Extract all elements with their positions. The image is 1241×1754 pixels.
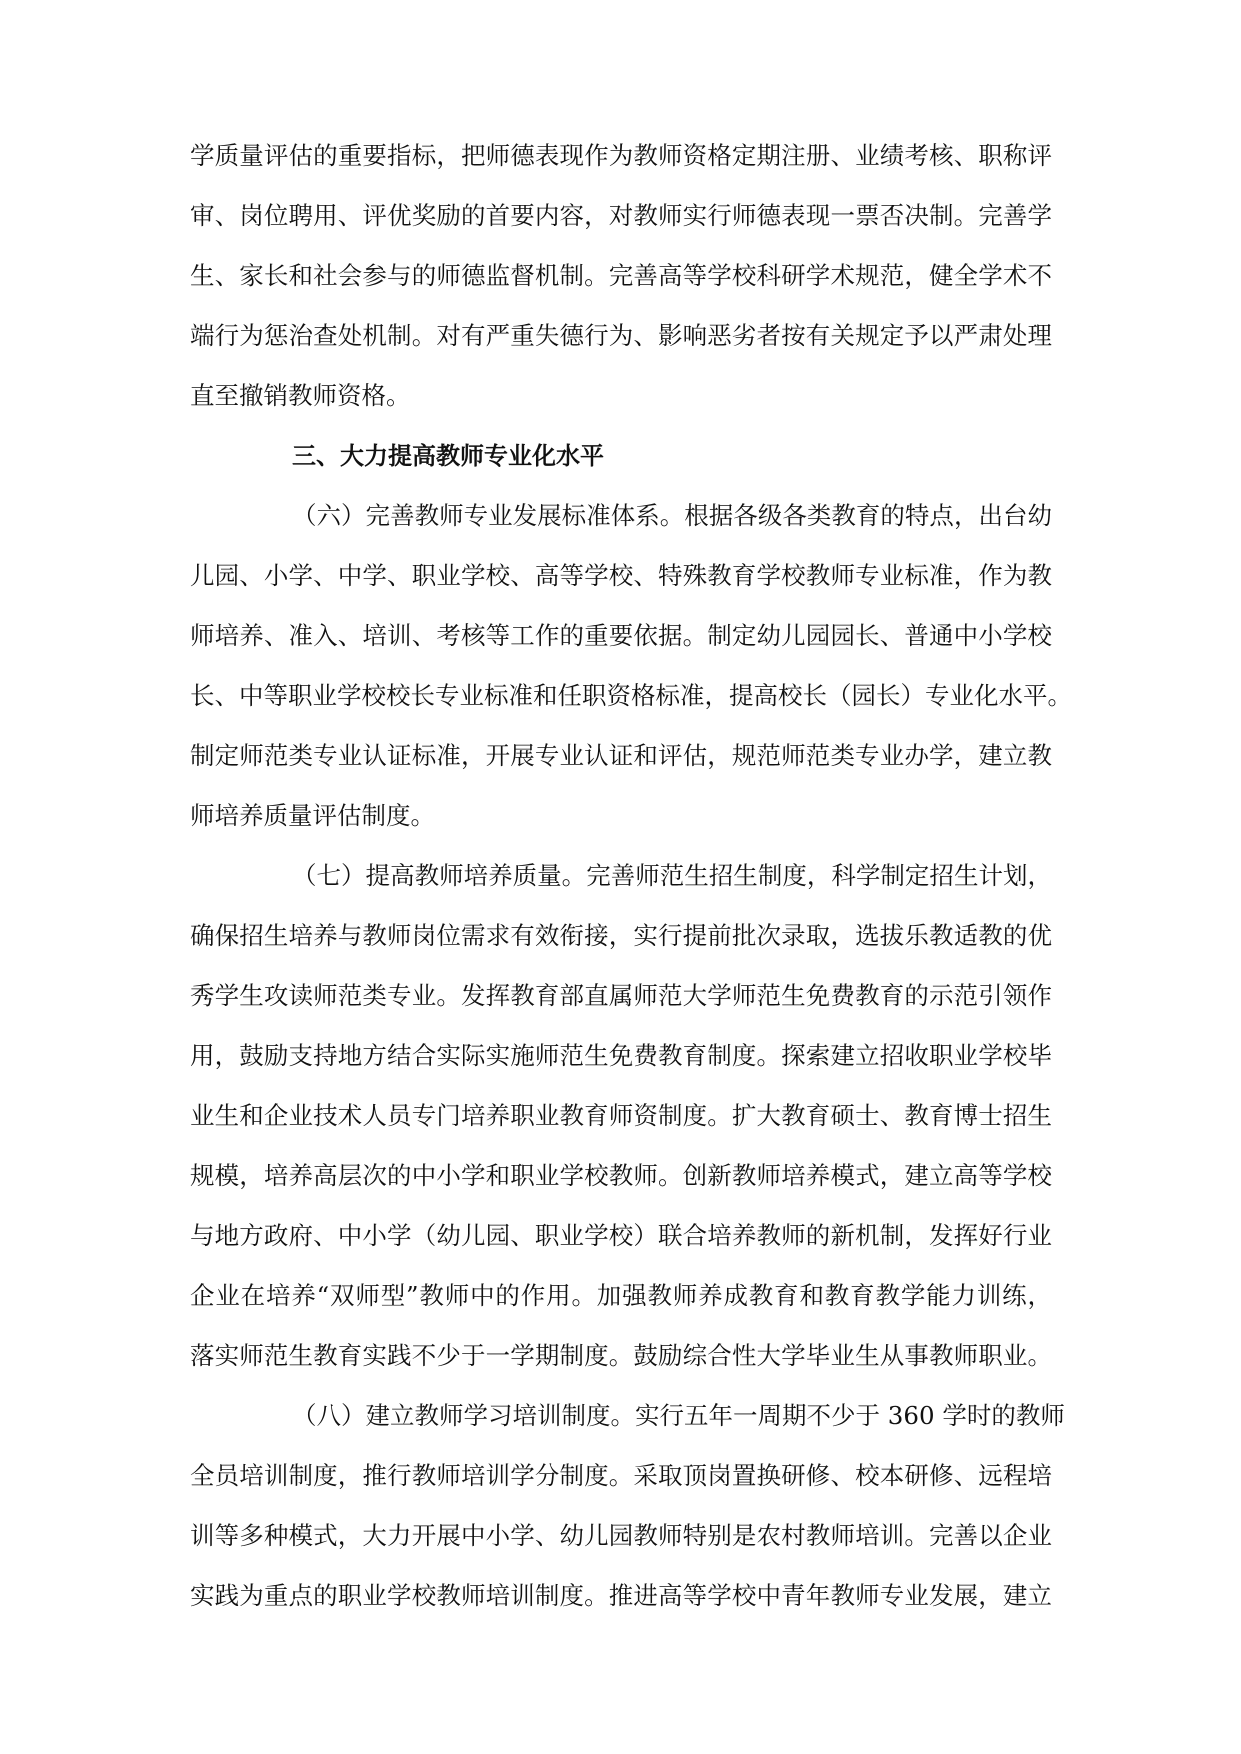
paragraph-line: 儿园、小学、中学、职业学校、高等学校、特殊教育学校教师专业标准，作为教 [190,561,1052,590]
paragraph-line: 秀学生攻读师范类专业。发挥教育部直属师范大学师范生免费教育的示范引领作 [190,981,1052,1010]
paragraph-line: 制定师范类专业认证标准，开展专业认证和评估，规范师范类专业办学，建立教 [190,741,1052,770]
paragraph-line: 确保招生培养与教师岗位需求有效衔接，实行提前批次录取，选拔乐教适教的优 [190,921,1052,950]
paragraph-line: 全员培训制度，推行教师培训学分制度。采取顶岗置换研修、校本研修、远程培 [190,1461,1052,1490]
paragraph-line: 企业在培养“双师型”教师中的作用。加强教师养成教育和教育教学能力训练， [190,1281,1052,1310]
paragraph-line: 生、家长和社会参与的师德监督机制。完善高等学校科研学术规范，健全学术不 [190,261,1052,290]
paragraph-line: （六）完善教师专业发展标准体系。根据各级各类教育的特点，出台幼 [292,501,1052,530]
paragraph-line: 长、中等职业学校校长专业标准和任职资格标准，提高校长（园长）专业化水平。 [190,681,1072,710]
paragraph-line: 规模，培养高层次的中小学和职业学校教师。创新教师培养模式，建立高等学校 [190,1161,1052,1190]
paragraph-line: 学质量评估的重要指标，把师德表现作为教师资格定期注册、业绩考核、职称评 [190,141,1052,170]
paragraph-line: 实践为重点的职业学校教师培训制度。推进高等学校中青年教师专业发展，建立 [190,1581,1052,1610]
paragraph-line: （七）提高教师培养质量。完善师范生招生制度，科学制定招生计划， [292,861,1052,890]
paragraph-line: 师培养质量评估制度。 [190,801,435,830]
paragraph-line: 师培养、准入、培训、考核等工作的重要依据。制定幼儿园园长、普通中小学校 [190,621,1052,650]
paragraph-line: 用，鼓励支持地方结合实际实施师范生免费教育制度。探索建立招收职业学校毕 [190,1041,1052,1070]
paragraph-line: 业生和企业技术人员专门培养职业教育师资制度。扩大教育硕士、教育博士招生 [190,1101,1052,1130]
paragraph-line: 审、岗位聘用、评优奖励的首要内容，对教师实行师德表现一票否决制。完善学 [190,201,1052,230]
paragraph-line: 落实师范生教育实践不少于一学期制度。鼓励综合性大学毕业生从事教师职业。 [190,1341,1052,1370]
paragraph-line: （八）建立教师学习培训制度。实行五年一周期不少于 360 学时的教师 [292,1401,1065,1430]
paragraph-line: 与地方政府、中小学（幼儿园、职业学校）联合培养教师的新机制，发挥好行业 [190,1221,1052,1250]
section-heading: 三、大力提高教师专业化水平 [292,442,604,470]
paragraph-line: 端行为惩治查处机制。对有严重失德行为、影响恶劣者按有关规定予以严肃处理 [190,321,1052,350]
paragraph-line: 直至撤销教师资格。 [190,381,411,410]
paragraph-line: 训等多种模式，大力开展中小学、幼儿园教师特别是农村教师培训。完善以企业 [190,1521,1052,1550]
